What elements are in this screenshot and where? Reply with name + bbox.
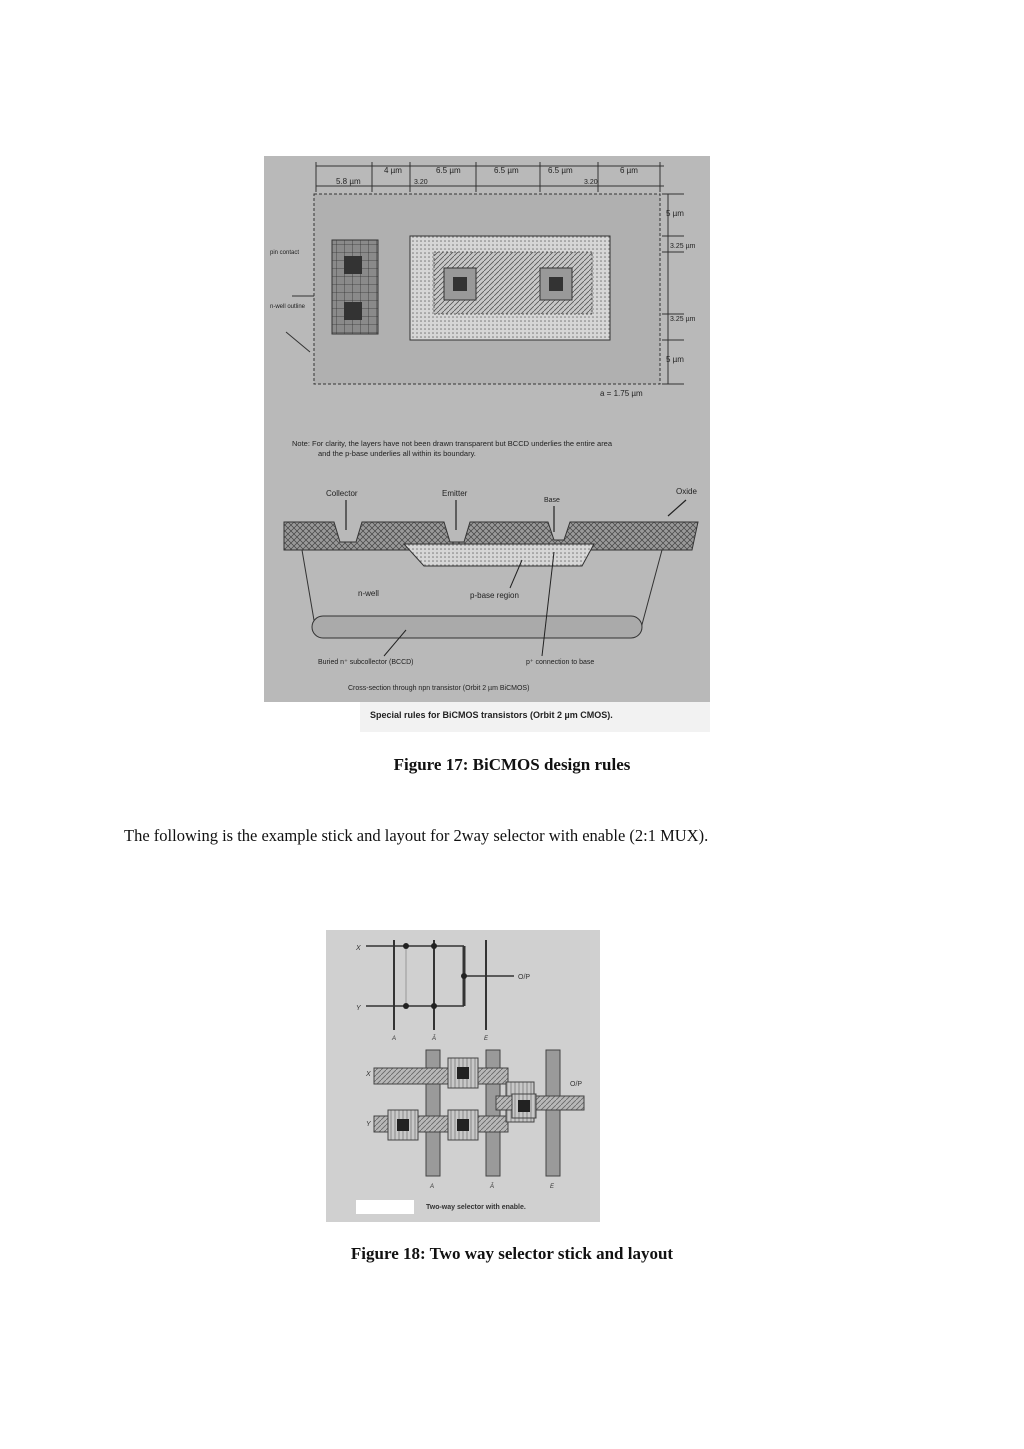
contact-mid [457,1119,469,1131]
buried-subcollector-shape [312,616,642,638]
pbase-label: p-base region [470,591,519,600]
stick-y-label: Y [356,1005,361,1012]
collector-contact-1 [344,256,362,274]
lambda-label: a = 1.75 µm [600,389,643,398]
poly-e-column [546,1050,560,1176]
dim-right-5um-bottom: 5 µm [666,355,684,364]
pconn-label: p⁺ connection to base [526,659,595,666]
base-contact [549,277,563,291]
buried-label: Buried n⁺ subcollector (BCCD) [318,659,414,666]
layout-a-label: A [430,1184,435,1190]
contact-x [457,1067,469,1079]
two-way-selector-drawing [326,930,600,1222]
dim-6-5um-a: 6.5 µm [436,166,461,175]
note-line-2: and the p-base underlies all within its boundary. [318,449,476,458]
dim-3-20b: 3.20 [584,179,598,186]
metal-x-row [374,1068,508,1084]
metal-op-row [496,1096,584,1110]
stick-e-label: E [484,1036,489,1042]
nwell-label: n-well [358,589,379,598]
bicmos-design-rules-drawing [264,156,710,732]
contact-op [518,1100,530,1112]
layout-x-label: X [366,1071,371,1078]
emitter-label: Emitter [442,489,468,498]
stick-x-label: X [356,945,361,952]
layout-y-label: Y [366,1121,371,1128]
stick-a-label: A [392,1036,397,1042]
figure-17-image [264,156,710,732]
stick-op-label: O/P [518,974,531,981]
dim-right-5um-top: 5 µm [666,209,684,218]
figure18-inner-title: Two-way selector with enable. [426,1204,526,1211]
figure-18-image [326,930,600,1222]
emitter-contact [453,277,467,291]
collector-contact-2 [344,302,362,320]
figure-17-caption: Figure 17: BiCMOS design rules [393,755,631,774]
dim-5-8um: 5.8 µm [336,177,361,186]
dim-6um: 6 µm [620,166,638,175]
dim-3-20a: 3.20 [414,179,428,186]
base-label: Base [544,497,560,504]
note-line-1: Note: For clarity, the layers have not been drawn transparent but BCCD underlies the entire area [292,439,613,448]
dim-6-5um-c: 6.5 µm [548,166,573,175]
pbase-cross-section [404,544,594,566]
body-paragraph: The following is the example stick and layout for 2way selector with enable (2:1 MUX). [124,826,709,845]
stick-abar-label: Ā [432,1036,437,1042]
oxide-label: Oxide [676,487,697,496]
dim-4um: 4 µm [384,166,402,175]
dim-right-3-25-b: 3.25 µm [670,316,696,323]
layout-e-label: E [550,1184,555,1190]
layout-abar-label: Ā [490,1184,495,1190]
figure-18-caption: Figure 18: Two way selector stick and layout [350,1244,674,1263]
nwell-outline-label: n-well outline [270,304,306,310]
figure17-inner-title: Special rules for BiCMOS transistors (Orbit 2 µm CMOS). [370,710,613,720]
dim-6-5um-b: 6.5 µm [494,166,519,175]
contact-y [397,1119,409,1131]
cross-section-subcaption: Cross-section through npn transistor (Orbit 2 µm BiCMOS) [348,685,530,692]
layout-op-label: O/P [570,1081,583,1088]
collector-label: Collector [326,489,358,498]
dim-right-3-25-a: 3.25 µm [670,243,696,250]
pin-contact-label: pin contact [270,250,300,256]
